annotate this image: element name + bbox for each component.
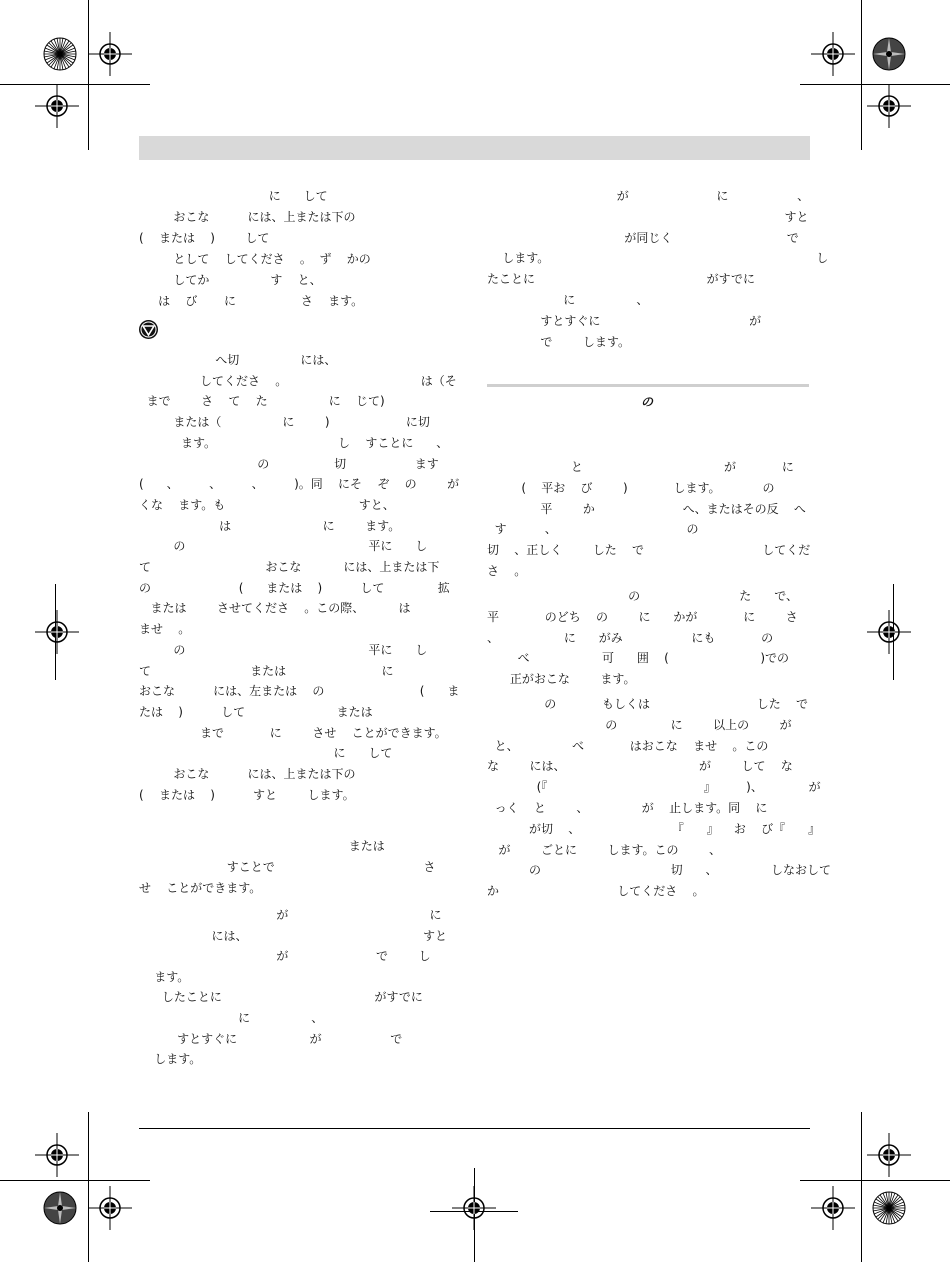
text-line: が同じく で xyxy=(487,230,799,245)
section-divider xyxy=(487,384,809,387)
text-line: たは ) して または xyxy=(139,704,373,719)
text-line: の 平に し xyxy=(139,642,428,657)
warning-icon xyxy=(139,320,158,339)
text-line: と、 べ はおこな ませ 。この xyxy=(487,738,769,753)
text-line: おこな には、上または下の xyxy=(139,767,356,781)
text-line: か してくださ 。 xyxy=(487,884,705,899)
text-line: 、 に がみ にも の xyxy=(487,630,774,645)
text-line: または させてくださ 。この際、 は xyxy=(139,601,411,616)
section-heading: の xyxy=(641,395,654,409)
text-line: 平 のどち の に かが に さ xyxy=(487,609,798,624)
text-line: の もしくは した で xyxy=(487,697,809,711)
text-line: て または に xyxy=(139,663,394,678)
text-line: せ ことができます。 xyxy=(139,881,262,895)
text-line: っく と 、 が 止します。同 に xyxy=(487,801,768,815)
header-bar xyxy=(139,136,810,160)
text-line: おこな には、上または下の xyxy=(139,210,356,224)
text-line: すことで さ xyxy=(139,860,436,874)
text-line: ( または ) して xyxy=(139,231,270,245)
text-line: します。 し xyxy=(487,251,829,266)
text-line: ( 、 、 、 )。同 にそ ぞ の が xyxy=(139,477,460,492)
text-line: て おこな には、上または下 xyxy=(139,560,440,574)
text-line: さ 。 xyxy=(487,564,527,578)
text-line: が切 、 『 』 お び『 』 xyxy=(487,821,821,836)
text-line: べ 可 囲 ( )での xyxy=(487,651,790,666)
text-line: ます。 xyxy=(139,969,190,984)
text-line: すとすぐに が xyxy=(487,313,762,328)
text-line: の に 以上の が xyxy=(487,717,792,732)
text-line: に して xyxy=(139,189,328,203)
text-line: または（ に ) に切 xyxy=(139,415,430,430)
text-line: してか す と、 xyxy=(139,273,322,287)
text-line: おこな には、左または の ( ま xyxy=(139,684,460,699)
text-line: すと xyxy=(487,209,809,224)
text-line: 正がおこな ます。 xyxy=(487,672,636,687)
text-line: が に xyxy=(139,908,442,922)
text-line: の 切 、 しなおして xyxy=(487,863,831,878)
text-line: の 切 ます xyxy=(139,456,439,471)
text-line: したことに がすでに xyxy=(139,990,423,1005)
text-line: します。 xyxy=(139,1052,202,1067)
text-line: す 、 の xyxy=(487,522,699,537)
text-line: (『 』 )、 が xyxy=(487,780,821,795)
text-line: な には、 が して な xyxy=(487,759,793,774)
text-line: ませ 。 xyxy=(139,622,191,637)
text-line: まで に させ ことができます。 xyxy=(139,725,447,740)
text-line: と が に xyxy=(487,460,794,474)
text-line: は に ます。 xyxy=(139,518,401,533)
text-line: ( または ) すと します。 xyxy=(139,787,355,802)
text-line: が ごとに します。この 、 xyxy=(487,842,722,857)
text-line: ( 平お び ) します。 の xyxy=(487,480,775,495)
text-line: 平 か へ、またはその反 へ xyxy=(487,501,806,516)
text-line: たことに がすでに xyxy=(487,272,756,287)
text-line: には、 すと xyxy=(139,928,447,943)
footer-rule xyxy=(139,1128,810,1129)
text-line: ます。 し すことに 、 xyxy=(139,435,449,450)
text-line: してくださ 。 は（そ xyxy=(139,373,457,388)
text-line: の 平に し xyxy=(139,539,428,554)
text-line: として してくださ 。 ず かの xyxy=(139,252,371,266)
text-line: へ切 には、 xyxy=(139,353,337,367)
text-line: まで さ て た に じて) xyxy=(139,394,385,409)
text-line: で します。 xyxy=(487,334,630,349)
text-line: くな ます。も すと、 xyxy=(139,497,395,512)
text-line: に して xyxy=(139,746,393,761)
text-line: 切 、正しく した で してくだ xyxy=(487,543,811,558)
text-line: に 、 xyxy=(139,1011,324,1025)
text-line: は び に さ ます。 xyxy=(139,294,364,308)
text-line: または xyxy=(139,839,385,853)
text-line: すとすぐに が で xyxy=(139,1031,403,1046)
text-line: の ( または ) して 拡 xyxy=(139,580,450,595)
text-line: が に 、 xyxy=(487,189,810,203)
text-line: に 、 xyxy=(487,293,649,307)
text-line: が で し xyxy=(139,949,431,964)
text-line: の た で、 xyxy=(487,589,798,603)
